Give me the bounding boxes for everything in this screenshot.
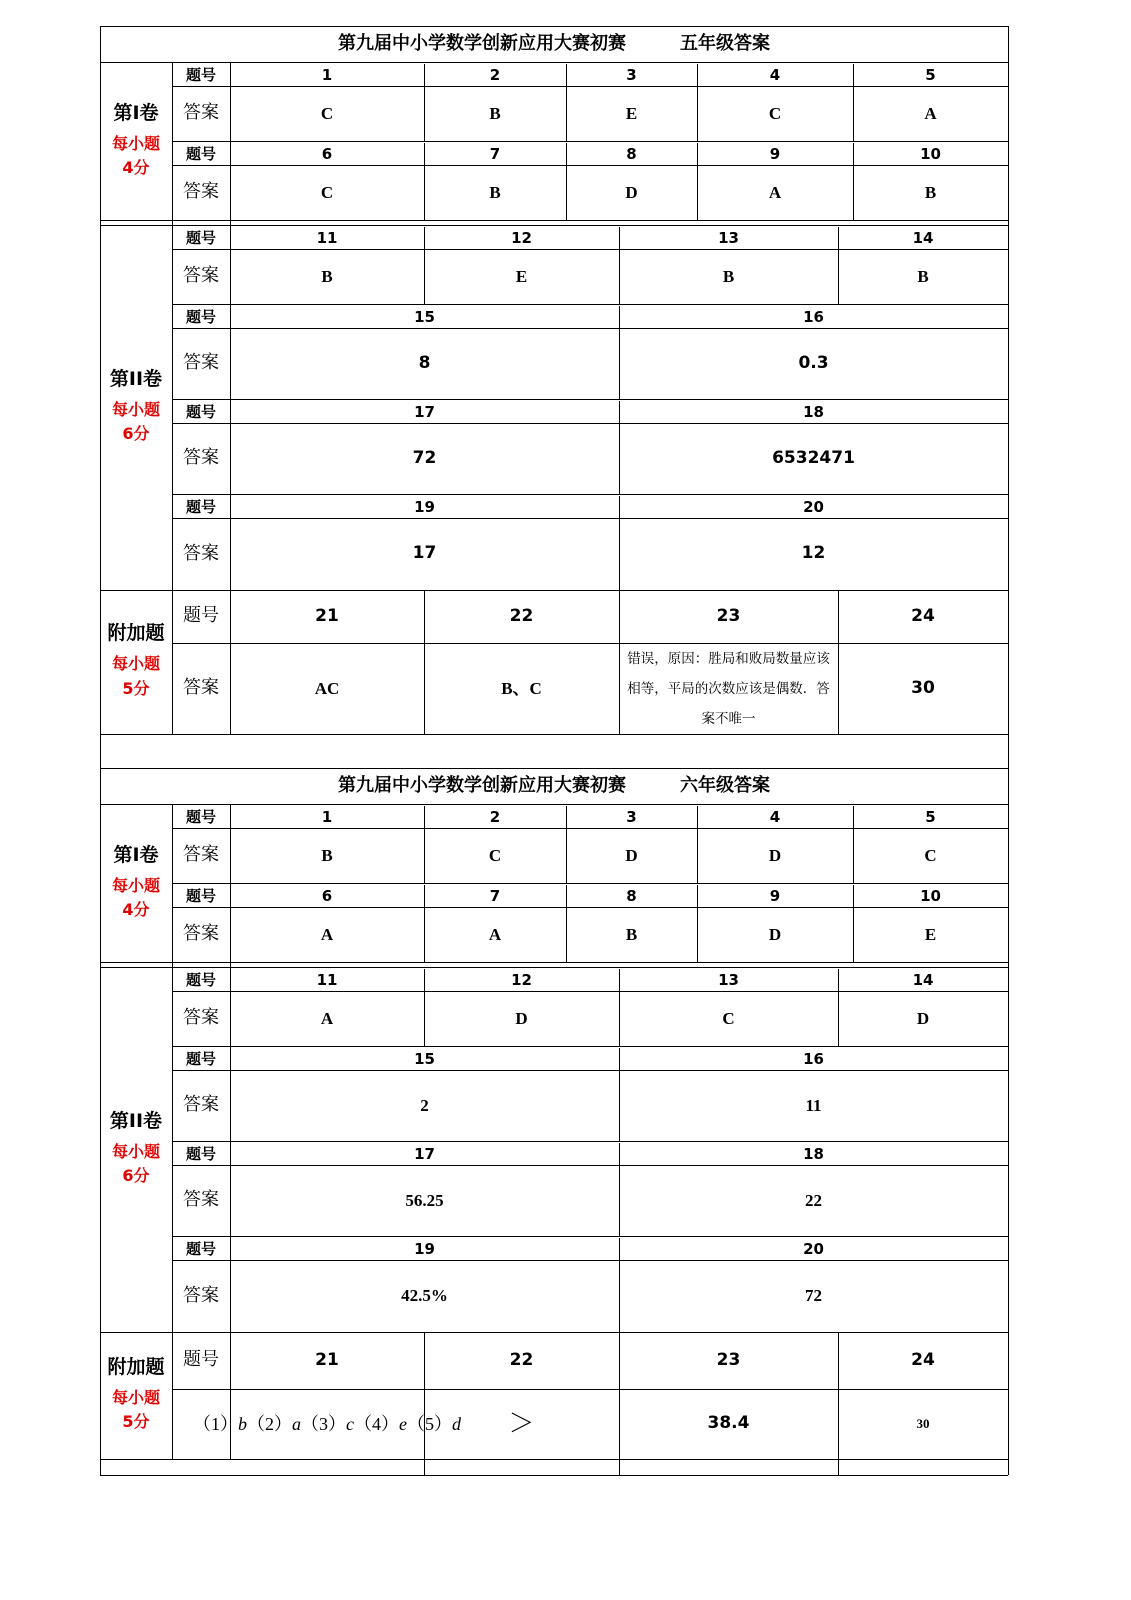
question-label: 题号	[185, 1240, 216, 1259]
question-number: 24	[911, 605, 935, 626]
row-divider	[100, 1475, 1008, 1476]
item-letter: e	[399, 1414, 407, 1434]
points-value: 6分	[122, 1166, 150, 1186]
question-number: 23	[716, 1349, 741, 1370]
question-number: 15	[414, 1050, 435, 1069]
column-divider	[566, 143, 567, 220]
question-number: 15	[414, 308, 435, 327]
answer-value: A	[320, 1008, 334, 1028]
question-number: 22	[509, 1349, 534, 1370]
points-note: 每小题	[111, 1387, 160, 1407]
answer-label: 答案	[183, 923, 219, 945]
column-divider	[697, 64, 698, 141]
answer-value: 6532471	[772, 447, 855, 468]
row-divider	[100, 804, 1008, 805]
section-points	[112, 652, 160, 702]
section-points	[112, 874, 160, 924]
row-divider	[100, 1459, 1008, 1460]
row-divider	[172, 828, 1008, 829]
column-divider	[697, 143, 698, 220]
points-value: 4分	[122, 158, 150, 178]
row-divider	[172, 304, 1008, 305]
points-note: 每小题	[111, 875, 160, 895]
question-number: 11	[316, 971, 338, 990]
question-number: 5	[925, 808, 936, 827]
item-number: （1）	[193, 1414, 238, 1434]
column-divider	[424, 885, 425, 962]
question-number: 21	[315, 1349, 339, 1370]
row-divider	[100, 967, 1008, 968]
section-label-volume1	[100, 804, 172, 963]
column-divider	[838, 969, 839, 1046]
answer-value: B	[924, 182, 937, 202]
points-note: 每小题	[111, 1141, 160, 1161]
section-points	[112, 132, 160, 182]
column-divider	[619, 969, 620, 1046]
column-divider	[424, 969, 425, 1046]
column-divider	[853, 885, 854, 962]
question-number: 8	[626, 887, 637, 906]
label-column-divider	[230, 62, 231, 734]
answer-label: 答案	[183, 677, 219, 699]
answer-value: B	[489, 182, 501, 202]
column-divider	[853, 64, 854, 141]
question-number: 3	[626, 66, 637, 85]
section-column-divider	[172, 62, 173, 734]
question-number: 17	[414, 1145, 435, 1164]
section-points	[112, 1386, 160, 1436]
answer-label: 答案	[183, 181, 219, 203]
question-number: 16	[803, 1050, 824, 1069]
item-letter: b	[238, 1414, 247, 1434]
question-number: 1	[321, 66, 333, 85]
item-number: （4）	[354, 1414, 399, 1434]
row-divider	[172, 86, 1008, 87]
row-divider	[100, 225, 1008, 226]
question-number: 14	[912, 229, 934, 248]
row-divider	[172, 518, 1008, 519]
question-number: 2	[489, 66, 501, 85]
answer-value: B	[321, 266, 333, 286]
answer-value: AC	[314, 678, 340, 698]
points-value: 5分	[122, 678, 150, 698]
answer-label: 答案	[183, 1284, 219, 1306]
question-number: 24	[911, 1349, 935, 1370]
question-label: 题号	[185, 498, 216, 517]
answer-value: A	[924, 103, 937, 123]
question-label: 题号	[185, 1145, 216, 1164]
row-divider	[172, 883, 1008, 884]
answer-value: B	[321, 845, 333, 865]
answer-sheet	[100, 26, 1032, 1550]
question-label: 题号	[185, 145, 216, 164]
row-divider	[172, 1260, 1008, 1261]
question-number: 13	[718, 229, 739, 248]
question-number: 7	[489, 145, 501, 164]
question-number: 20	[803, 498, 824, 517]
answer-value: ＞	[508, 1408, 535, 1438]
answer-value: 2	[420, 1095, 429, 1115]
answer-value: E	[515, 266, 528, 286]
question-number: 19	[414, 498, 435, 517]
question-number: 9	[769, 145, 781, 164]
answer-label: 答案	[183, 265, 219, 287]
answer-value: 0.3	[798, 352, 829, 373]
section-label-bonus	[100, 590, 172, 734]
question-number: 9	[769, 887, 781, 906]
answer-value: A	[768, 182, 782, 202]
answer-label: 答案	[183, 102, 219, 124]
row-divider	[172, 1046, 1008, 1047]
question-number: 21	[315, 605, 339, 626]
question-number: 11	[316, 229, 338, 248]
answer-value: 30	[911, 677, 935, 698]
answer-value: B	[489, 103, 501, 123]
outer-border-top	[100, 26, 1008, 27]
points-value: 4分	[122, 900, 150, 920]
item-number: （2）	[247, 1414, 292, 1434]
question-label: 题号	[185, 66, 216, 85]
column-divider	[566, 64, 567, 141]
column-divider	[619, 401, 620, 494]
section-points	[112, 398, 160, 448]
answer-value: C	[488, 845, 502, 865]
answer-value: B	[625, 924, 638, 944]
question-label: 题号	[185, 1050, 216, 1069]
question-label: 题号	[185, 808, 216, 827]
column-divider	[619, 306, 620, 399]
answer-value: 30	[916, 1415, 930, 1431]
answer-value: A	[488, 924, 502, 944]
question-number: 10	[920, 145, 941, 164]
row-divider	[172, 141, 1008, 142]
question-number: 17	[414, 403, 435, 422]
row-divider	[172, 1236, 1008, 1237]
question-number: 3	[626, 808, 637, 827]
column-divider	[424, 227, 425, 304]
row-divider	[100, 62, 1008, 63]
question-number: 5	[925, 66, 936, 85]
answer-value: 42.5%	[401, 1286, 448, 1306]
column-divider	[619, 227, 620, 304]
column-divider	[424, 64, 425, 141]
points-note: 每小题	[111, 133, 160, 153]
question-number: 18	[803, 1145, 824, 1164]
answer-explanation: 错误，原因：胜局和败局数量应该相等，平局的次数应该是偶数．答案不唯一	[627, 650, 830, 727]
question-number: 14	[912, 971, 934, 990]
question-number: 4	[769, 66, 781, 85]
column-divider	[424, 806, 425, 883]
question-label: 题号	[185, 887, 216, 906]
answer-value: A	[320, 924, 334, 944]
answer-value: B、C	[501, 678, 542, 698]
answer-value: 11	[805, 1095, 822, 1115]
row-divider	[172, 1141, 1008, 1142]
column-divider	[838, 227, 839, 304]
answer-value: 38.4	[707, 1413, 750, 1434]
question-number: 8	[626, 145, 637, 164]
sheet-title: 第九届中小学数学创新应用大赛初赛 五年级答案	[338, 32, 770, 54]
answer-label: 答案	[183, 352, 219, 374]
question-number: 18	[803, 403, 824, 422]
column-divider	[853, 806, 854, 883]
answer-value: E	[924, 924, 937, 944]
section-name: 第Ⅰ卷	[113, 101, 159, 124]
answer-value: C	[924, 845, 937, 865]
column-divider	[853, 143, 854, 220]
section-name: 第Ⅰ卷	[113, 843, 159, 866]
section-label-volume2	[100, 225, 172, 590]
question-number: 13	[718, 971, 739, 990]
section-column-divider	[172, 804, 173, 1459]
answer-label: 答案	[183, 542, 219, 564]
column-divider	[697, 885, 698, 962]
answer-value: D	[916, 1008, 930, 1028]
section-name: 第ⅠⅠ卷	[109, 367, 163, 390]
answer-value: D	[625, 845, 638, 865]
row-divider	[172, 494, 1008, 495]
row-divider	[100, 962, 1008, 963]
answer-value: E	[625, 103, 638, 123]
row-divider	[172, 907, 1008, 908]
question-number: 2	[489, 808, 501, 827]
answer-value-21	[193, 1389, 461, 1459]
row-divider	[100, 734, 1008, 735]
answer-label: 答案	[183, 844, 219, 866]
row-divider	[172, 991, 1008, 992]
answer-value: C	[722, 1008, 735, 1028]
answer-value: C	[320, 103, 334, 123]
answer-value: D	[515, 1008, 528, 1028]
item-letter: d	[452, 1414, 461, 1434]
question-number: 10	[920, 887, 941, 906]
row-divider	[172, 249, 1008, 250]
answer-value: B	[722, 266, 735, 286]
outer-border-right	[1008, 26, 1009, 1475]
item-letter: c	[346, 1414, 354, 1434]
question-number: 7	[489, 887, 501, 906]
question-label: 题号	[183, 605, 219, 627]
answer-label: 答案	[183, 1094, 219, 1116]
answer-value: D	[768, 924, 782, 944]
question-label: 题号	[185, 403, 216, 422]
points-value: 6分	[122, 424, 150, 444]
item-number: （5）	[407, 1414, 452, 1434]
question-label: 题号	[183, 1349, 219, 1371]
section-label-volume1	[100, 62, 172, 221]
column-divider	[566, 885, 567, 962]
question-number: 23	[716, 605, 741, 626]
answer-value: 56.25	[405, 1190, 444, 1210]
question-number: 1	[321, 808, 333, 827]
section-points	[112, 1140, 160, 1190]
answer-value: C	[768, 103, 782, 123]
column-divider	[619, 1048, 620, 1141]
answer-value: 17	[412, 543, 437, 564]
answer-value: 22	[805, 1190, 822, 1210]
column-divider	[619, 1238, 620, 1332]
column-divider	[697, 806, 698, 883]
answer-value: 72	[412, 447, 437, 468]
item-letter: a	[292, 1414, 301, 1434]
row-divider	[172, 1070, 1008, 1071]
section-label-volume2	[100, 967, 172, 1332]
row-divider	[172, 423, 1008, 424]
answer-value: D	[625, 182, 638, 202]
outer-border-left	[100, 26, 101, 1475]
question-label: 题号	[185, 971, 216, 990]
sheet-title: 第九届中小学数学创新应用大赛初赛 六年级答案	[338, 774, 770, 796]
column-divider	[619, 1143, 620, 1236]
answer-value: 12	[801, 543, 826, 564]
question-number: 22	[509, 605, 534, 626]
row-divider	[172, 399, 1008, 400]
question-number: 6	[321, 887, 333, 906]
row-divider	[100, 220, 1008, 221]
section-name: 附加题	[107, 622, 165, 645]
row-divider	[172, 1165, 1008, 1166]
column-divider	[424, 143, 425, 220]
answer-value: C	[320, 182, 334, 202]
answer-value: B	[917, 266, 929, 286]
question-number: 6	[321, 145, 333, 164]
row-divider	[172, 328, 1008, 329]
answer-label: 答案	[183, 1007, 219, 1029]
question-number: 12	[511, 229, 532, 248]
row-divider	[172, 165, 1008, 166]
points-note: 每小题	[111, 654, 160, 674]
section-name: 第ⅠⅠ卷	[109, 1109, 163, 1132]
question-number: 4	[769, 808, 781, 827]
answer-label: 答案	[183, 1189, 219, 1211]
item-number: （3）	[301, 1414, 346, 1434]
question-number: 19	[414, 1240, 435, 1259]
question-label: 题号	[185, 308, 216, 327]
section-label-bonus	[100, 1332, 172, 1459]
section-name: 附加题	[107, 1355, 165, 1378]
answer-label: 答案	[183, 447, 219, 469]
points-note: 每小题	[111, 399, 160, 419]
question-label: 题号	[185, 229, 216, 248]
answer-value: 72	[805, 1286, 822, 1306]
label-column-divider	[230, 804, 231, 1459]
column-divider	[619, 496, 620, 590]
question-number: 12	[511, 971, 532, 990]
answer-value: 8	[418, 352, 431, 373]
answer-value: D	[768, 845, 782, 865]
question-number: 16	[803, 308, 824, 327]
question-number: 20	[803, 1240, 824, 1259]
column-divider	[566, 806, 567, 883]
points-value: 5分	[122, 1412, 150, 1432]
